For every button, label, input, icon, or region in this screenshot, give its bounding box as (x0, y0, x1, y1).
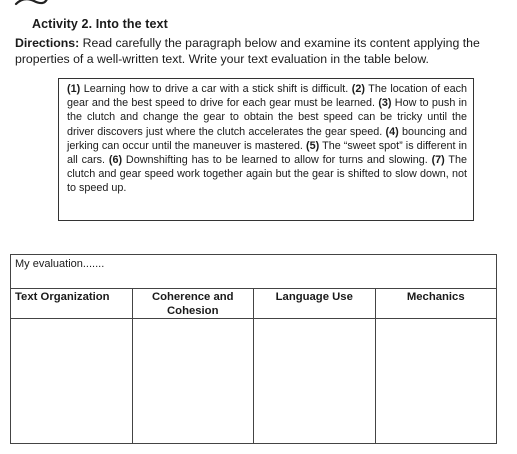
column-header-language-use: Language Use (254, 289, 376, 319)
answer-cell-coherence-cohesion[interactable] (132, 319, 254, 444)
sentence-text: bouncing and jerking can occur until the maneuver is mastered. (67, 125, 468, 152)
sentence-text: The location of each gear and the best speed to drive for each gear must be learned. (67, 83, 467, 110)
table-answer-row (11, 319, 497, 444)
column-header-mechanics: Mechanics (375, 289, 497, 319)
corner-scribble-mark (14, 0, 48, 8)
sentence-text: Downshifting has to be learned to allow for turns and slowing. (125, 154, 428, 167)
sentence-number: (7) (431, 154, 445, 167)
paragraph-box (58, 78, 474, 221)
sentence-number: (6) (108, 154, 123, 167)
sentence-text: The clutch and gear speed work together again but the gear is shifted to slow down, not to speed up. (67, 154, 468, 195)
directions-body: Read carefully the paragraph below and examine its content applying the properties of a well-written text. Write your text evaluation in the table below. (15, 36, 480, 66)
directions-label: Directions: (15, 36, 80, 50)
evaluation-label: My evaluation....... (11, 255, 497, 289)
sentence-number: (2) (351, 83, 365, 95)
sentence-number: (3) (378, 97, 392, 110)
answer-cell-text-organization[interactable] (11, 319, 133, 444)
evaluation-table (10, 254, 497, 444)
sentence-number: (5) (306, 139, 320, 152)
sentence-6 (109, 154, 428, 166)
activity-title: Activity 2. Into the text (32, 17, 168, 31)
sentence-number: (4) (385, 125, 399, 138)
answer-cell-mechanics[interactable] (375, 319, 497, 444)
column-header-coherence-cohesion: Coherence and Cohesion (132, 289, 254, 319)
column-header-text-organization: Text Organization (11, 289, 133, 319)
answer-cell-language-use[interactable] (254, 319, 376, 444)
evaluation-label-row (11, 255, 497, 289)
sentence-text: Learning how to drive a car with a stick shift is difficult. (83, 83, 349, 95)
sentence-number: (1) (67, 83, 81, 95)
sentence-1 (67, 83, 348, 95)
sentence-text: How to push in the clutch and change the gear to obtain the best speed can be tricky until the driver discovers just where the clutch accelerates the gear speed. (67, 97, 468, 138)
table-header-row (11, 289, 497, 319)
sentence-text: The “sweet spot” is different in all cars. (67, 139, 467, 167)
directions-text (15, 35, 513, 67)
